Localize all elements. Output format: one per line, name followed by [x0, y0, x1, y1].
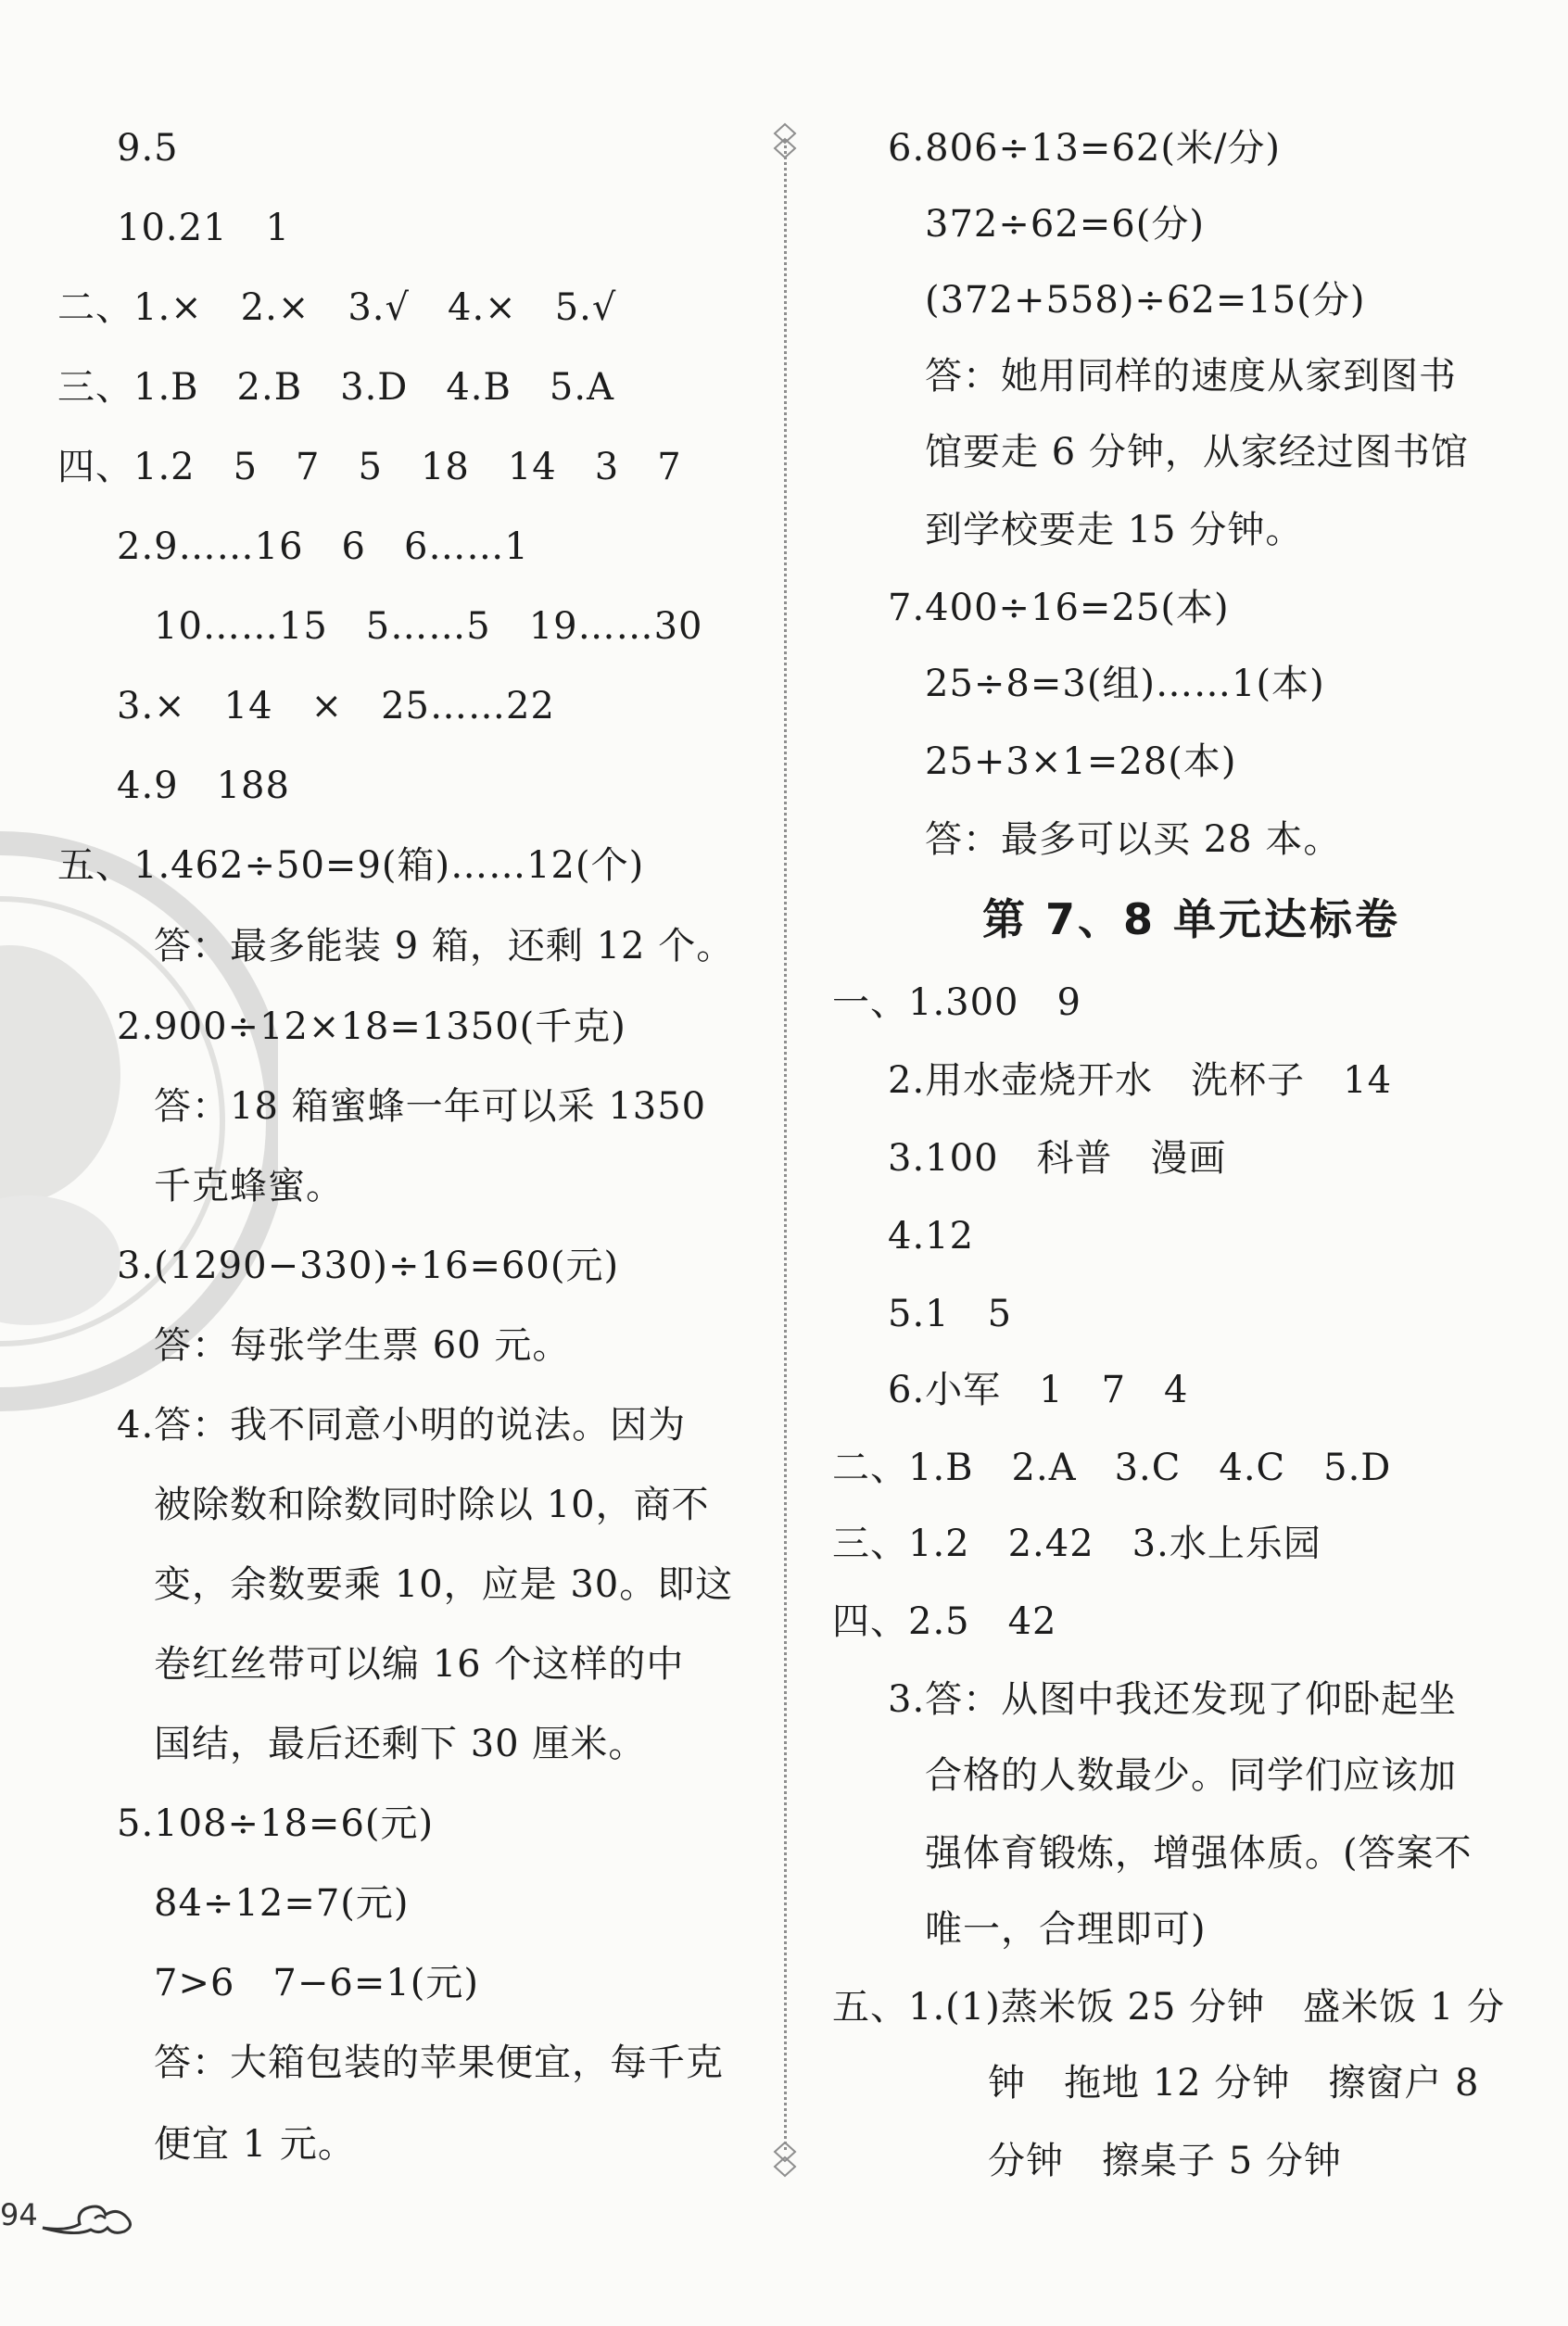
right-line: 372÷62=6(分) [925, 203, 1205, 246]
right-line: 3.100 科普 漫画 [888, 1137, 1227, 1180]
right-line: 6.小军 1 7 4 [888, 1369, 1189, 1411]
left-line: 2.900÷12×18=1350(千克) [117, 1005, 626, 1048]
left-line: 84÷12=7(元) [154, 1882, 410, 1925]
column-divider [784, 139, 787, 2150]
right-line: 馆要走 6 分钟，从家经过图书馆 [925, 431, 1469, 474]
left-line: 10.21 1 [117, 207, 290, 249]
left-line: 答：18 箱蜜蜂一年可以采 1350 [154, 1085, 707, 1128]
cloud-ornament-icon [39, 2194, 141, 2241]
left-line: 答：最多能装 9 箱，还剩 12 个。 [154, 925, 735, 967]
left-line: 国结，最后还剩下 30 厘米。 [154, 1723, 647, 1765]
left-line: 答：大箱包装的苹果便宜，每千克 [154, 2042, 724, 2084]
right-line: 5.1 5 [888, 1293, 1013, 1335]
left-line: 4.9 188 [117, 765, 290, 807]
left-line: 9.5 [117, 127, 179, 170]
right-line: 四、2.5 42 [832, 1600, 1057, 1643]
right-line: 唯一，合理即可) [925, 1908, 1207, 1951]
right-line: 7.400÷16=25(本) [888, 587, 1230, 629]
left-line: 被除数和除数同时除以 10，商不 [154, 1484, 710, 1526]
left-line: 三、1.B 2.B 3.D 4.B 5.A [57, 366, 614, 409]
page-number: 94 [0, 2197, 38, 2232]
right-line: 合格的人数最少。同学们应该加 [925, 1754, 1457, 1797]
left-line: 3.(1290−330)÷16=60(元) [117, 1245, 620, 1287]
left-line: 千克蜂蜜。 [154, 1165, 344, 1207]
left-line: 4.答：我不同意小明的说法。因为 [117, 1404, 687, 1447]
right-line: 一、1.300 9 [832, 981, 1081, 1024]
right-line: 答：她用同样的速度从家到图书 [925, 355, 1457, 398]
left-line: 五、1.462÷50=9(箱)……12(个) [57, 844, 645, 887]
right-line: 25+3×1=28(本) [925, 740, 1237, 783]
left-line: 四、1.2 5 7 5 18 14 3 7 [57, 446, 682, 488]
right-line: 强体育锻炼，增强体质。(答案不 [925, 1832, 1473, 1875]
left-line: 卷红丝带可以编 16 个这样的中 [154, 1643, 685, 1686]
left-line: 3.× 14 × 25……22 [117, 685, 555, 727]
right-line: 2.用水壶烧开水 洗杯子 14 [888, 1059, 1393, 1102]
left-line: 7>6 7−6=1(元) [154, 1962, 480, 2004]
left-line: 答：每张学生票 60 元。 [154, 1324, 571, 1367]
right-line: 4.12 [888, 1215, 975, 1258]
divider-top-ornament-icon [771, 122, 799, 159]
right-line: 答：最多可以买 28 本。 [925, 818, 1342, 861]
left-line: 二、1.× 2.× 3.√ 4.× 5.√ [57, 286, 617, 329]
right-line: 五、1.(1)蒸米饭 25 分钟 盛米饭 1 分 [832, 1986, 1506, 2029]
left-line: 变，余数要乘 10，应是 30。即这 [154, 1563, 734, 1606]
right-line: 钟 拖地 12 分钟 擦窗户 8 [988, 2062, 1480, 2105]
section-title: 第 7、8 单元达标卷 [982, 894, 1401, 944]
right-line: 分钟 擦桌子 5 分钟 [988, 2140, 1342, 2182]
right-line: 25÷8=3(组)……1(本) [925, 663, 1325, 705]
right-line: 二、1.B 2.A 3.C 4.C 5.D [832, 1447, 1392, 1489]
right-line: (372+558)÷62=15(分) [925, 279, 1366, 322]
left-line: 5.108÷18=6(元) [117, 1802, 435, 1845]
left-line: 10……15 5……5 19……30 [154, 605, 703, 648]
right-line: 到学校要走 15 分钟。 [925, 509, 1304, 551]
left-line: 2.9……16 6 6……1 [117, 525, 529, 568]
right-line: 6.806÷13=62(米/分) [888, 127, 1282, 170]
right-line: 三、1.2 2.42 3.水上乐园 [832, 1523, 1321, 1565]
divider-bottom-ornament-icon [771, 2141, 799, 2178]
left-line: 便宜 1 元。 [154, 2123, 356, 2166]
right-line: 3.答：从图中我还发现了仰卧起坐 [888, 1678, 1458, 1721]
